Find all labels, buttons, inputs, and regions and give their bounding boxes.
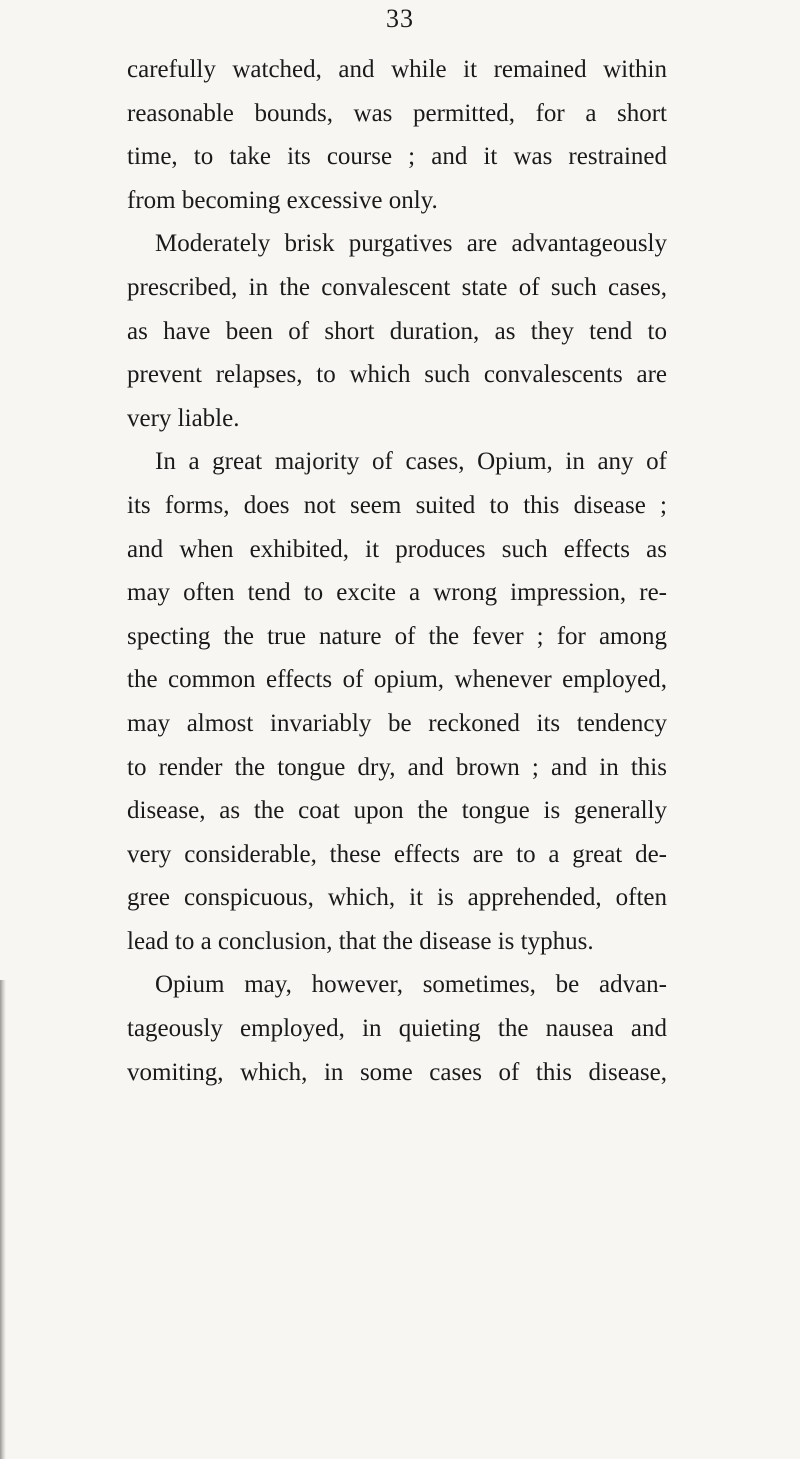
- text-line: Moderately brisk purgatives are advantageously: [155, 230, 667, 258]
- text-line: lead to a conclusion, that the disease is typhus.: [127, 927, 594, 955]
- text-line: prevent relapses, to which such convalescents are: [127, 361, 667, 389]
- text-line: specting the true nature of the fever ; for among: [127, 622, 667, 650]
- text-line: its forms, does not seem suited to this disease ;: [127, 491, 667, 519]
- text-line: and when exhibited, it produces such effects as: [127, 535, 667, 563]
- text-line: reasonable bounds, was permitted, for a short: [127, 99, 667, 127]
- text-line: as have been of short duration, as they tend to: [127, 317, 667, 345]
- text-line: to render the tongue dry, and brown ; and in this: [127, 753, 667, 781]
- text-line: Opium may, however, sometimes, be advan-: [155, 971, 667, 999]
- text-line: tageously employed, in quieting the nausea and: [127, 1015, 667, 1043]
- body-text: [127, 48, 667, 1094]
- text-line: the common effects of opium, whenever employed,: [127, 666, 667, 694]
- text-line: vomiting, which, in some cases of this disease,: [127, 1058, 667, 1086]
- text-line: may almost invariably be reckoned its tendency: [127, 709, 667, 737]
- text-line: very considerable, these effects are to a great de-: [127, 840, 667, 868]
- text-line: from becoming excessive only.: [127, 186, 438, 214]
- text-line: prescribed, in the convalescent state of such cases,: [127, 273, 667, 301]
- page-number: 33: [386, 4, 414, 33]
- page-edge-shadow: [0, 980, 6, 1459]
- text-line: time, to take its course ; and it was restrained: [127, 143, 667, 171]
- text-line: carefully watched, and while it remained within: [127, 56, 667, 83]
- text-line: disease, as the coat upon the tongue is generally: [127, 797, 667, 825]
- text-line: gree conspicuous, which, it is apprehended, often: [127, 884, 667, 912]
- text-line: In a great majority of cases, Opium, in any of: [155, 448, 667, 476]
- text-line: may often tend to excite a wrong impression, re-: [127, 579, 667, 607]
- text-line: very liable.: [127, 404, 240, 432]
